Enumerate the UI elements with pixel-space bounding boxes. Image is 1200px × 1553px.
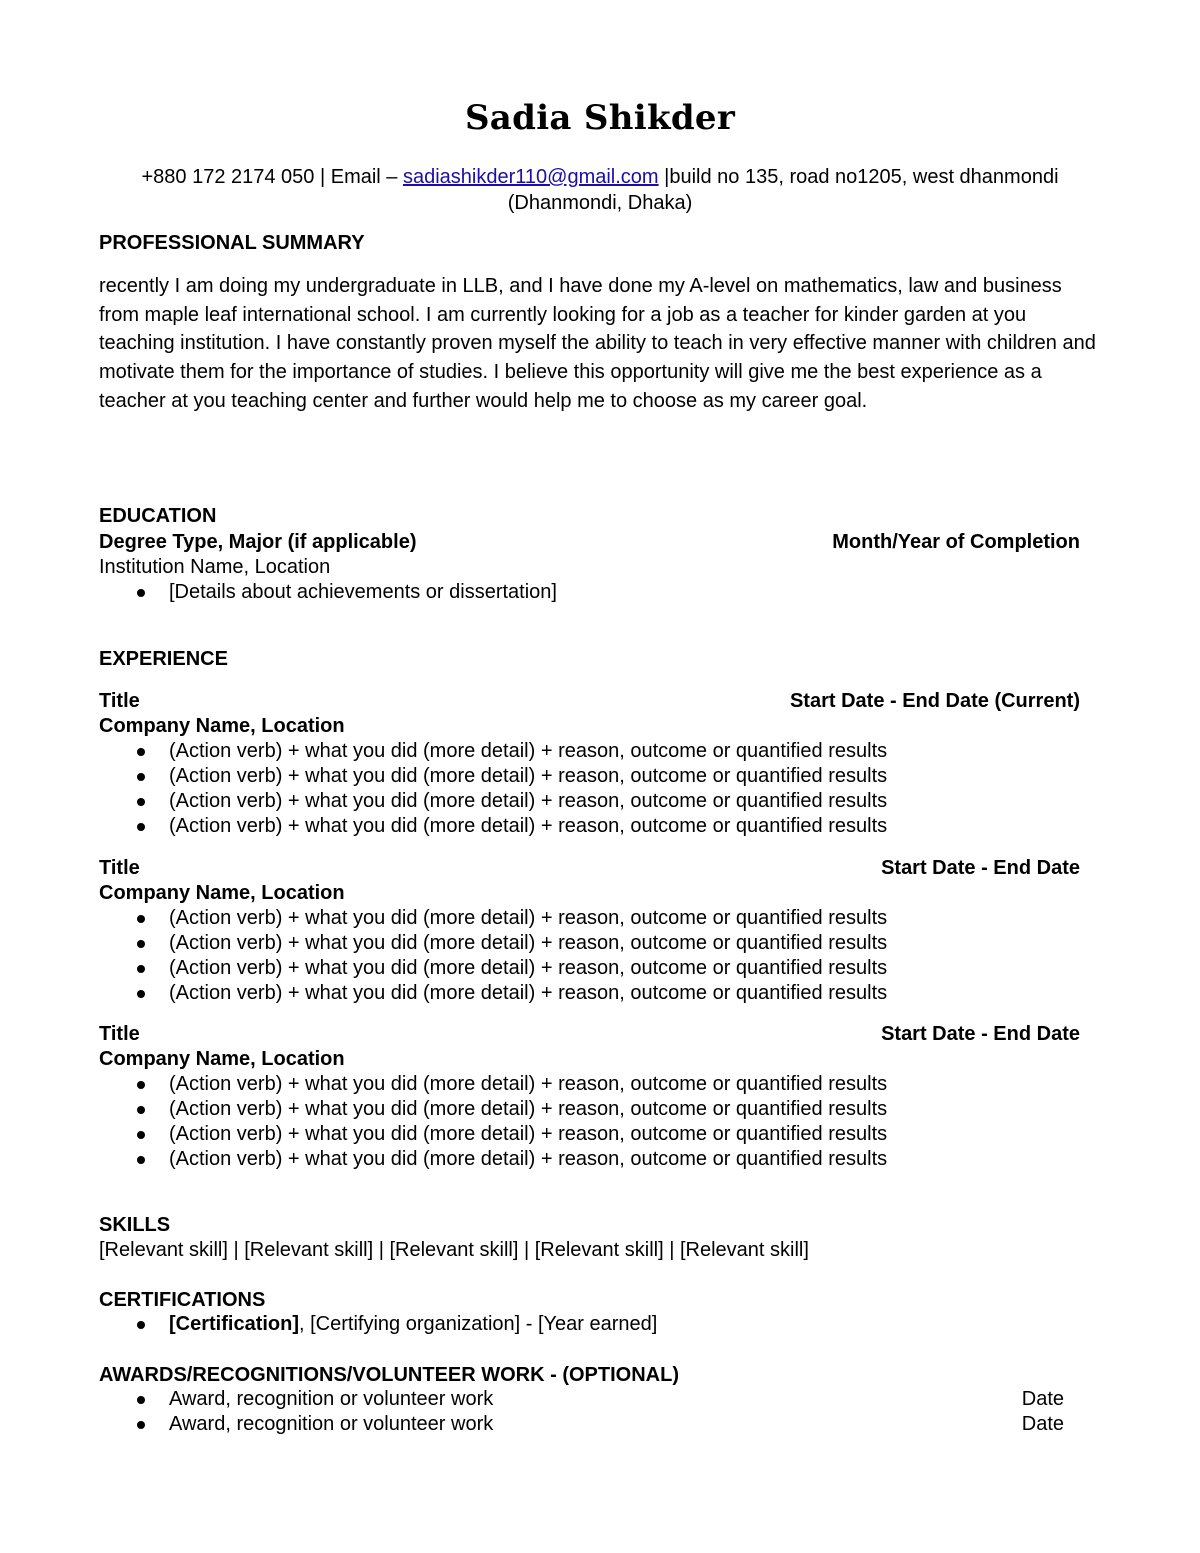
award-text: Award, recognition or volunteer work bbox=[169, 1413, 494, 1435]
job-bullet: (Action verb) + what you did (more detail) + reason, outcome or quantified results bbox=[169, 740, 888, 762]
education-heading: EDUCATION bbox=[99, 505, 217, 527]
job-title: Title bbox=[99, 1023, 140, 1045]
bullet-icon bbox=[137, 990, 145, 998]
job-title: Title bbox=[99, 857, 140, 879]
bullet-icon bbox=[137, 940, 145, 948]
skills-heading: SKILLS bbox=[99, 1214, 171, 1236]
summary-text: recently I am doing my undergraduate in LLB, and I have done my A-level on mathematics, law and business from maple leaf international school. I am currently looking for a job as a teacher for kinder garden at you teaching institution. I have constantly proven myself the ability to teach in very effective manner with children and motivate them for the importance of studies. I believe this opportunity will give me the best experience as a teacher at you teaching center and further would help me to choose as my career goal. bbox=[99, 275, 1096, 412]
bullet-icon bbox=[137, 589, 145, 597]
candidate-name: Sadia Shikder bbox=[464, 98, 736, 138]
job-bullet: (Action verb) + what you did (more detail) + reason, outcome or quantified results bbox=[169, 957, 888, 979]
bullet-icon bbox=[137, 823, 145, 831]
job-bullet: (Action verb) + what you did (more detail) + reason, outcome or quantified results bbox=[169, 907, 888, 929]
bullet-icon bbox=[137, 1156, 145, 1164]
job-bullet: (Action verb) + what you did (more detail) + reason, outcome or quantified results bbox=[169, 1098, 888, 1120]
job-company: Company Name, Location bbox=[99, 715, 345, 737]
skills-list: [Relevant skill] | [Relevant skill] | [Relevant skill] | [Relevant skill] | [Relevant skill] bbox=[99, 1239, 809, 1261]
bullet-icon bbox=[137, 915, 145, 923]
certification-details: , [Certifying organization] - [Year earned] bbox=[299, 1313, 658, 1335]
bullet-icon bbox=[137, 798, 145, 806]
bullet-icon bbox=[137, 1106, 145, 1114]
awards-heading: AWARDS/RECOGNITIONS/VOLUNTEER WORK - (OPTIONAL) bbox=[99, 1364, 679, 1386]
award-date: Date bbox=[1021, 1413, 1064, 1435]
award-text: Award, recognition or volunteer work bbox=[169, 1388, 494, 1410]
contact-line bbox=[140, 164, 1060, 216]
education-degree: Degree Type, Major (if applicable) bbox=[99, 531, 417, 553]
job-bullet: (Action verb) + what you did (more detail) + reason, outcome or quantified results bbox=[169, 1123, 888, 1145]
bullet-icon bbox=[137, 1081, 145, 1089]
contact-address: |build no 135, road no1205, west dhanmondi (Dhanmondi, Dhaka) bbox=[507, 166, 1059, 214]
certifications-heading: CERTIFICATIONS bbox=[99, 1289, 266, 1311]
bullet-icon bbox=[137, 1321, 145, 1329]
job-dates: Start Date - End Date bbox=[881, 1023, 1080, 1045]
contact-phone: +880 172 2174 050 | Email – bbox=[141, 166, 403, 188]
bullet-icon bbox=[137, 965, 145, 973]
bullet-icon bbox=[137, 1396, 145, 1404]
certification-entry bbox=[169, 1313, 657, 1336]
job-bullet: (Action verb) + what you did (more detail) + reason, outcome or quantified results bbox=[169, 1148, 888, 1170]
education-details: [Details about achievements or dissertation] bbox=[169, 581, 557, 603]
job-company: Company Name, Location bbox=[99, 1048, 345, 1070]
experience-heading: EXPERIENCE bbox=[99, 648, 228, 670]
summary-heading: PROFESSIONAL SUMMARY bbox=[99, 232, 365, 254]
job-bullet: (Action verb) + what you did (more detail) + reason, outcome or quantified results bbox=[169, 815, 888, 837]
job-company: Company Name, Location bbox=[99, 882, 345, 904]
bullet-icon bbox=[137, 773, 145, 781]
bullet-icon bbox=[137, 748, 145, 756]
education-institution: Institution Name, Location bbox=[99, 556, 331, 578]
award-date: Date bbox=[1021, 1388, 1064, 1410]
bullet-icon bbox=[137, 1421, 145, 1429]
bullet-icon bbox=[137, 1131, 145, 1139]
job-dates: Start Date - End Date bbox=[881, 857, 1080, 879]
job-dates: Start Date - End Date (Current) bbox=[789, 690, 1080, 712]
job-bullet: (Action verb) + what you did (more detail) + reason, outcome or quantified results bbox=[169, 982, 888, 1004]
job-bullet: (Action verb) + what you did (more detail) + reason, outcome or quantified results bbox=[169, 765, 888, 787]
email-link[interactable]: sadiashikder110@gmail.com bbox=[402, 166, 659, 188]
job-bullet: (Action verb) + what you did (more detail) + reason, outcome or quantified results bbox=[169, 932, 888, 954]
job-bullet: (Action verb) + what you did (more detail) + reason, outcome or quantified results bbox=[169, 1073, 888, 1095]
job-bullet: (Action verb) + what you did (more detail) + reason, outcome or quantified results bbox=[169, 790, 888, 812]
job-title: Title bbox=[99, 690, 140, 712]
education-completion: Month/Year of Completion bbox=[832, 531, 1080, 553]
certification-name: [Certification] bbox=[169, 1313, 299, 1335]
